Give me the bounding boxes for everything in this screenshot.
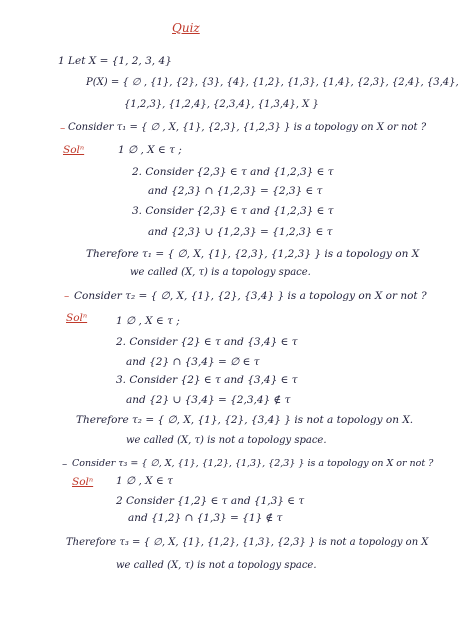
q3-step-2: 2 Consider {1,2} ∈ τ and {1,3} ∈ τ <box>116 495 305 507</box>
solution-label-2: Solⁿ <box>66 312 88 324</box>
dash-marker-1: – <box>60 122 66 134</box>
q2-step-2: 2. Consider {2} ∈ τ and {3,4} ∈ τ <box>116 336 298 348</box>
question-1: Consider τ₁ = { ∅ , X, {1}, {2,3}, {1,2,3} } is a topology on X or not ? <box>68 122 427 133</box>
q1-step-3-detail: and {2,3} ∪ {1,2,3} = {1,2,3} ∈ τ <box>148 226 333 238</box>
q1-remark: we called (X, τ) is a topology space. <box>130 267 311 278</box>
solution-label-3: Solⁿ <box>72 476 94 488</box>
q2-conclusion: Therefore τ₂ = { ∅, X, {1}, {2}, {3,4} } is not a topology on X. <box>76 414 414 426</box>
question-3: Consider τ₃ = { ∅, X, {1}, {1,2}, {1,3}, {2,3} } is a topology on X or not ? <box>72 458 434 469</box>
quiz-title: Quiz <box>172 21 200 35</box>
q1-step-1: 1 ∅ , X ∈ τ ; <box>118 144 182 156</box>
power-set-line-1: P(X) = { ∅ , {1}, {2}, {3}, {4}, {1,2}, {1,3}, {1,4}, {2,3}, {2,4}, {3,4}, <box>86 77 459 88</box>
q3-remark: we called (X, τ) is not a topology space. <box>116 560 317 571</box>
q1-step-2: 2. Consider {2,3} ∈ τ and {1,2,3} ∈ τ <box>132 166 334 178</box>
q1-step-3: 3. Consider {2,3} ∈ τ and {1,2,3} ∈ τ <box>132 205 334 217</box>
question-2: Consider τ₂ = { ∅, X, {1}, {2}, {3,4} } is a topology on X or not ? <box>74 290 427 302</box>
q3-step-1: 1 ∅ , X ∈ τ <box>116 475 173 487</box>
dash-marker-2: – <box>64 290 70 302</box>
q3-step-2-detail: and {1,2} ∩ {1,3} = {1} ∉ τ <box>128 512 283 524</box>
q2-step-3: 3. Consider {2} ∈ τ and {3,4} ∈ τ <box>116 374 298 386</box>
q3-conclusion: Therefore τ₃ = { ∅, X, {1}, {1,2}, {1,3}, {2,3} } is not a topology on X <box>66 537 429 548</box>
solution-label-1: Solⁿ <box>63 144 85 156</box>
q2-step-3-detail: and {2} ∪ {3,4} = {2,3,4} ∉ τ <box>126 394 291 406</box>
q1-step-2-detail: and {2,3} ∩ {1,2,3} = {2,3} ∈ τ <box>148 185 323 197</box>
q1-conclusion: Therefore τ₁ = { ∅, X, {1}, {2,3}, {1,2,3} } is a topology on X <box>86 248 420 260</box>
dash-marker-3: – <box>62 458 68 470</box>
q2-step-1: 1 ∅ , X ∈ τ ; <box>116 315 180 327</box>
power-set-line-2: {1,2,3}, {1,2,4}, {2,3,4}, {1,3,4}, X } <box>124 99 319 110</box>
q2-remark: we called (X, τ) is not a topology space. <box>126 435 327 446</box>
q2-step-2-detail: and {2} ∩ {3,4} = ∅ ∈ τ <box>126 356 260 368</box>
problem-statement: 1 Let X = {1, 2, 3, 4} <box>58 55 172 67</box>
